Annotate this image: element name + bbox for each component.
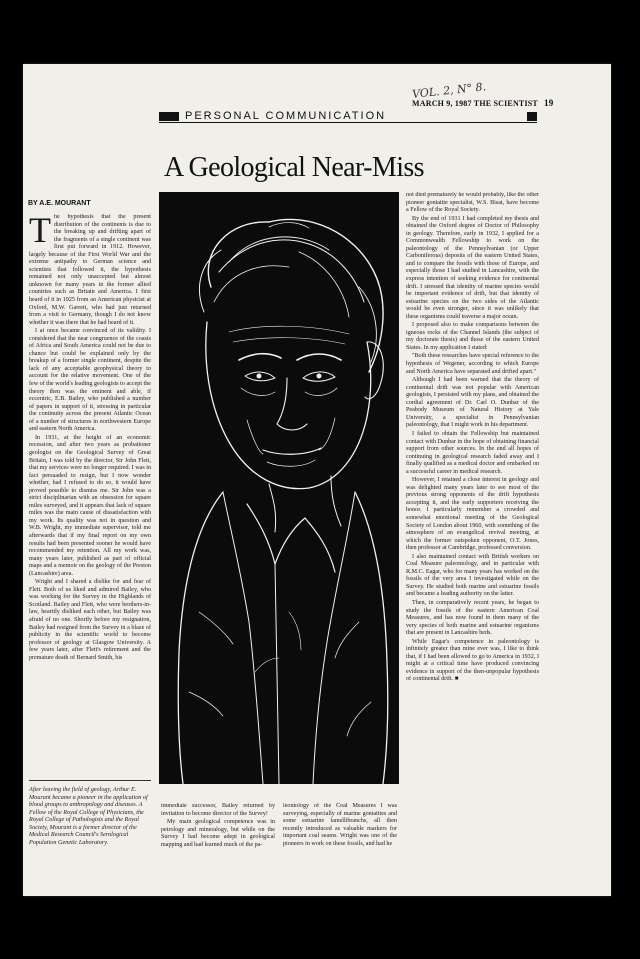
- article-title: A Geological Near-Miss: [164, 152, 424, 183]
- paragraph: My main geological competence was in petrology and mineralogy, but while on the Survey I had become adept in geological mapping and had learned much of the pa-: [161, 819, 275, 848]
- paragraph: Then, in comparatively recent years, he began to study the fossils of the eastern American Coal Measures, and has now found in them many of the very species of both marine and estuarine organisms that are present in Lancashire beds.: [406, 599, 539, 637]
- section-bar-right: [527, 112, 537, 121]
- page-header: [412, 98, 553, 108]
- paragraph: However, I retained a close interest in geology and was delighted many years later to see most of the previous strong opponents of the drift hypothesis accepting it, and the early supporters receiving the honor. I particularly remember a crowded and somewhat emotional meeting of the Geological Society of London about 1960, with something of the atmosphere of an evangelical revival meeting, at which the former outspoken opponent, O.T. Jones, then professor at Cambridge, professed conversion.: [406, 477, 539, 552]
- caption-rule: [29, 780, 151, 781]
- paragraph: he hypothesis that the present distribution of the continents is due to the breaking up and drifting apart of the fragments of a single continent was first put forward in 1912. However, largely because of the First World War and the extreme antipathy to German science and scientists that followed it, the hypothesis remained not only unaccepted but almost unknown for many years in the former allied countries such as Britain and America. I first heard of it in 1925 from an American physicist at Oxford, M.W. Garrett, who had just returned from a visit to Germany, though I do not know whether it was there that he had heard of it.: [29, 214, 151, 326]
- section-banner: [159, 110, 537, 124]
- paragraph: Although I had been warned that the theory of continental drift was not popular with American geologists, I persisted with my plans, and obtained the cordial agreement of Dr. Carl O. Dunbar of the Peabody Museum of Natural History at Yale University, a specialist in Pennsylvanian paleontology, that I might work in his department.: [406, 377, 539, 429]
- portrait-illustration: [159, 192, 399, 784]
- column-3-lower: [283, 803, 397, 893]
- section-label: PERSONAL COMMUNICATION: [185, 110, 387, 122]
- paragraph: leontology of the Coal Measures I was surveying, especially of marine goniatites and some estuarine lamellibranchs, all then recently introduced as valuable markers for important coal seams. Wright was one of the pioneers in work on these fossils, and had he: [283, 803, 397, 847]
- paragraph: I at once became convinced of its validity. I considered that the near congruence of the coasts of Africa and South America could not be due to chance but could be explained only by the breakup of a former single continent, despite the lack of any acceptable geophysical theory to account for the relative movement. One of the few of the world's leading geologists to accept the theory then was the eminent and able, if eccentric, E.B. Bailey, who published a number of papers in support of it, stressing in particular the continuity across the present Atlantic Ocean of a number of structures in northwestern Europe and eastern North America.: [29, 328, 151, 433]
- column-2-lower: [161, 803, 275, 893]
- paragraph: I also maintained contact with British workers on Coal Measure paleontology, and in particular with R.M.C. Eagar, who for many years has worked on the fossils of the very area I investigated while on the Survey. He studied both marine and estuarine fossils and became a leading authority on the latter.: [406, 553, 539, 598]
- paragraph: not died prematurely he would probably, like the other pioneer goniatite specialist, W.S. Bisat, have become a Fellow of the Royal Society.: [406, 192, 539, 214]
- issue-date: MARCH 9, 1987: [412, 99, 472, 108]
- paragraph: "Both these researches have special reference to the hypothesis of Wegener, according to which Europe and North America have separated and drifted apart.": [406, 353, 539, 375]
- paragraph: immediate successor, Bailey returned by invitation to become director of the Survey!: [161, 803, 275, 817]
- column-1: [29, 214, 151, 779]
- paragraph: In 1931, at the height of an economic recession, and after two years as probationer geologist on the Geological Survey of Great Britain, I was told by the director, Sir John Flett, that my services were no longer required. I was in fact persuaded to resign, but I now wonder whether, had I refused to do so, it would have proved possible to dismiss me. Sir John was a strict disciplinarian with an obsession for square miles surveyed, and it appears that lack of square miles was the main cause of dissatisfaction with my work. Its quality was not in question and W.B. Wright, my immediate supervisor, told me afterwards that if my final report on my own results had been presented sooner he would have recommended my retention. All my work was, many years later, published as part of official maps and a memoir on the geology of the Preston (Lancashire) area.: [29, 434, 151, 577]
- paragraph: I proposed also to make comparisons between the igneous rocks of the Channel Islands (the subject of my doctorate thesis) and those of the eastern United States. In my application I stated:: [406, 322, 539, 351]
- handwritten-note: VOL. 2, N° 8.: [411, 80, 487, 101]
- drop-cap: T: [29, 214, 51, 250]
- paragraph: I failed to obtain the Fellowship but maintained contact with Dunbar in the hope of obtaining financial support from other sources. In the end all hopes of continuing in geological research faded away and I finally qualified as a medical doctor and embarked on a successful career in medical research.: [406, 430, 539, 475]
- section-rule: [159, 122, 537, 123]
- paragraph: By the end of 1931 I had completed my thesis and obtained the Oxford degree of Doctor of Philosophy in geology. Therefore, early in 1932, I applied for a Commonwealth Fellowship to work on the paleontology of the Pennsylvanian (or Upper Carboniferous) deposits of the eastern United States, and to compare the fossils with those of Europe, and especially those I had studied in Lancashire, with the express intention of seeking evidence for continental drift. I stressed that identity of marine species would be important evidence of drift, but that identity of estuarine species on the two sides of the Atlantic would be even stronger, since it was unlikely that these organisms could traverse a major ocean.: [406, 215, 539, 320]
- author-caption: After leaving the field of geology, Arthur E. Mourant became a pioneer in the application of blood groups to anthropology and diseases. A Fellow of the Royal College of Physicians, the Royal College of Pathologists and the Royal Society, Mourant is a former director of the Medical Research Council's Serological Population Genetic Laboratory.: [29, 786, 148, 846]
- page-number: 19: [544, 98, 554, 108]
- section-bar-left: [159, 112, 179, 121]
- paragraph: While Eagar's competence in paleontology is infinitely greater than mine ever was, I like to think that, if I had been allowed to go to America in 1932, I might at a critical time have produced convincing evidence in support of the then-unpopular hypothesis of continental drift. ■: [406, 638, 539, 683]
- column-4: [406, 192, 539, 842]
- byline: BY A.E. MOURANT: [28, 200, 91, 207]
- publication-name: THE SCIENTIST: [473, 99, 538, 108]
- paragraph: Wright and I shared a dislike for and fear of Flett. Both of us liked and admired Bailey, who was working for the Survey in the Highlands of Scotland. Bailey and Flett, who were brothers-in-law, heartily disliked each other, but Bailey was afraid of no one. Shortly before my resignation, Bailey had resigned from the Survey in a blaze of publicity in the scientific world to become professor of geology at Glasgow University. A few years later, after Flett's retirement and the premature death of Bernard Smith, his: [29, 579, 151, 661]
- portrait-drawing: [159, 192, 399, 784]
